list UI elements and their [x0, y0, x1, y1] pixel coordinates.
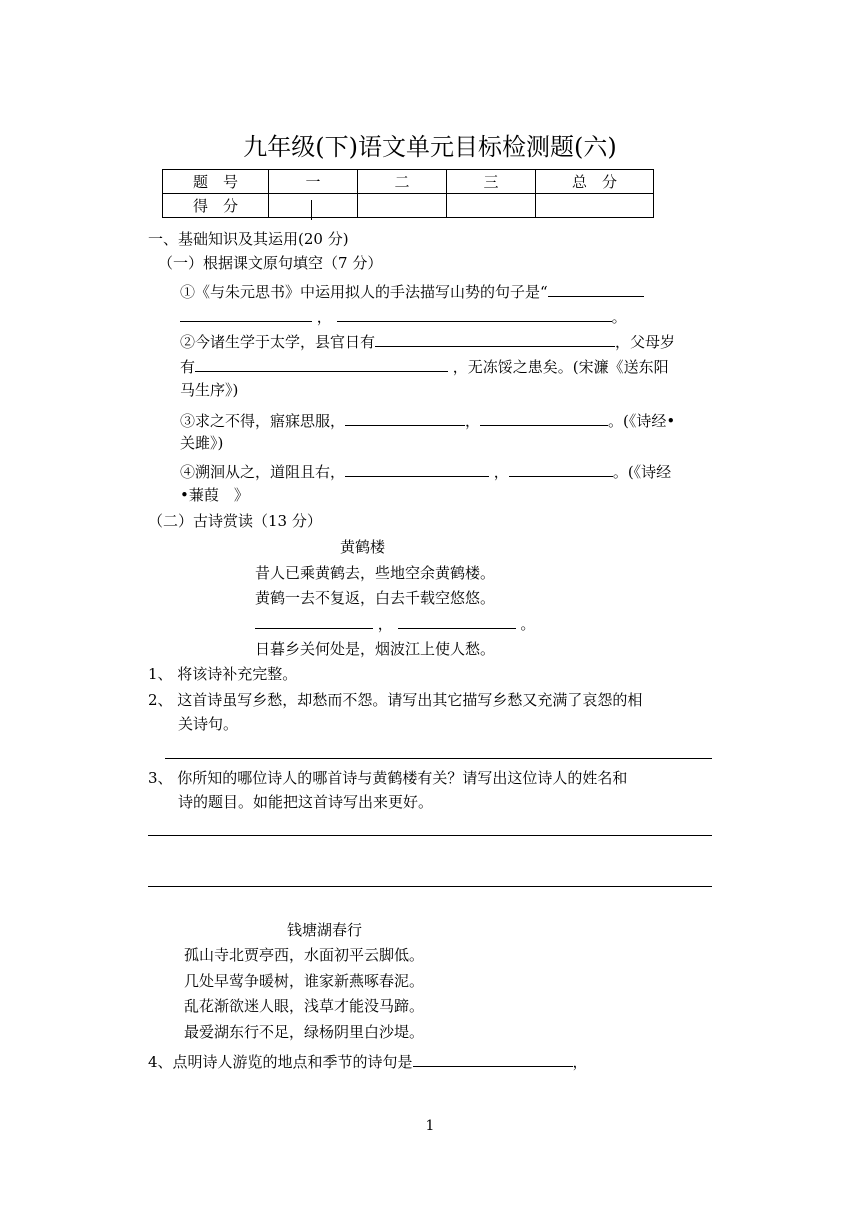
- poem-line: 乱花渐欲迷人眼，浅草才能没马蹄。: [184, 997, 425, 1015]
- answer-blank[interactable]: [255, 612, 373, 629]
- question-text: 。(《诗经•: [608, 412, 676, 430]
- question-text: ③求之不得，寤寐思服，: [180, 412, 346, 430]
- subsection-heading: （二）古诗赏读（13 分）: [148, 512, 322, 530]
- fill-question-2-cont: [180, 355, 669, 377]
- table-cell: 二: [358, 170, 447, 194]
- poem-line: 昔人已乘黄鹤去，些地空余黄鹤楼。: [255, 564, 496, 582]
- poem-line: 孤山寺北贾亭西，水面初平云脚低。: [184, 946, 425, 964]
- answer-blank[interactable]: [413, 1050, 573, 1067]
- score-input-cell[interactable]: [358, 194, 447, 218]
- question-text: ，父母岁: [615, 333, 676, 351]
- subsection-heading: （一）根据课文原句填空（7 分）: [158, 254, 383, 272]
- table-row: [163, 194, 654, 218]
- poem-fill-line: [255, 612, 535, 634]
- question-3: 3、 你所知的哪位诗人的哪首诗与黄鹤楼有关？请写出这位诗人的姓名和: [148, 769, 628, 787]
- answer-blank[interactable]: [195, 355, 448, 372]
- section-heading: 一、基础知识及其运用(20 分): [148, 230, 349, 248]
- page-title: 九年级(下)语文单元目标检测题(六): [243, 133, 617, 161]
- table-cell: 得 分: [163, 194, 269, 218]
- comma: ，: [493, 463, 509, 481]
- answer-blank[interactable]: [480, 409, 608, 426]
- question-source: 关雎》): [180, 434, 224, 452]
- poem-title: 钱塘湖春行: [287, 921, 363, 939]
- fill-question-3: [180, 409, 675, 431]
- period: 。: [520, 615, 536, 633]
- page-number: 1: [425, 1118, 435, 1134]
- answer-blank[interactable]: [398, 612, 516, 629]
- fill-question-1-cont: [180, 305, 627, 327]
- poem-line: 日暮乡关何处是，烟波江上使人愁。: [255, 640, 496, 658]
- score-input-cell[interactable]: [536, 194, 654, 218]
- question-text: ④溯洄从之，道阻且右，: [180, 463, 346, 481]
- question-2-cont: 关诗句。: [178, 715, 239, 733]
- comma: ，: [316, 308, 332, 326]
- question-text: 。(《诗经: [612, 463, 672, 481]
- table-cell: 总 分: [536, 170, 654, 194]
- period: 。: [611, 308, 627, 326]
- question-2: 2、 这首诗虽写乡愁，却愁而不怨。请写出其它描写乡愁又充满了哀怨的相: [148, 691, 643, 709]
- fill-question-4: [180, 460, 671, 482]
- answer-blank[interactable]: [375, 330, 615, 347]
- answer-blank[interactable]: [345, 460, 489, 477]
- question-text: ，无冻馁之患矣。(宋濂《送东阳: [452, 358, 669, 376]
- question-source: 马生序》): [180, 381, 239, 399]
- comma: ，: [572, 1053, 588, 1071]
- poem-line: 黄鹤一去不复返，白去千载空悠悠。: [255, 589, 496, 607]
- comma: ，: [465, 412, 481, 430]
- question-4: [148, 1050, 588, 1072]
- question-text: ①《与朱元思书》中运用拟人的手法描写山势的句子是“: [180, 283, 548, 301]
- question-1: 1、 将该诗补充完整。: [148, 665, 298, 683]
- score-table: [162, 169, 654, 218]
- answer-line[interactable]: [148, 886, 712, 887]
- question-source: •蒹葭 》: [180, 486, 249, 504]
- table-cell: 一: [269, 170, 358, 194]
- answer-blank[interactable]: [548, 280, 644, 297]
- text-cursor: [311, 200, 312, 220]
- question-text: 4、点明诗人游览的地点和季节的诗句是: [148, 1053, 413, 1071]
- table-row: [163, 170, 654, 194]
- fill-question-1: [180, 280, 644, 302]
- answer-line[interactable]: [165, 758, 712, 759]
- table-cell: 三: [447, 170, 536, 194]
- poem-line: 最爱湖东行不足，绿杨阴里白沙堤。: [184, 1023, 425, 1041]
- answer-blank[interactable]: [337, 305, 612, 322]
- answer-blank[interactable]: [509, 460, 613, 477]
- answer-line[interactable]: [148, 835, 712, 836]
- question-text: 有: [180, 358, 196, 376]
- answer-blank[interactable]: [345, 409, 465, 426]
- question-text: ②今诸生学于太学，县官日有: [180, 333, 376, 351]
- fill-question-2: [180, 330, 675, 352]
- score-input-cell[interactable]: [269, 194, 358, 218]
- table-cell: 题 号: [163, 170, 269, 194]
- poem-title: 黄鹤楼: [340, 538, 386, 556]
- poem-line: 几处早莺争暖树，谁家新燕啄春泥。: [184, 972, 425, 990]
- question-3-cont: 诗的题目。如能把这首诗写出来更好。: [178, 793, 434, 811]
- answer-blank[interactable]: [180, 305, 312, 322]
- comma: ，: [377, 615, 393, 633]
- score-input-cell[interactable]: [447, 194, 536, 218]
